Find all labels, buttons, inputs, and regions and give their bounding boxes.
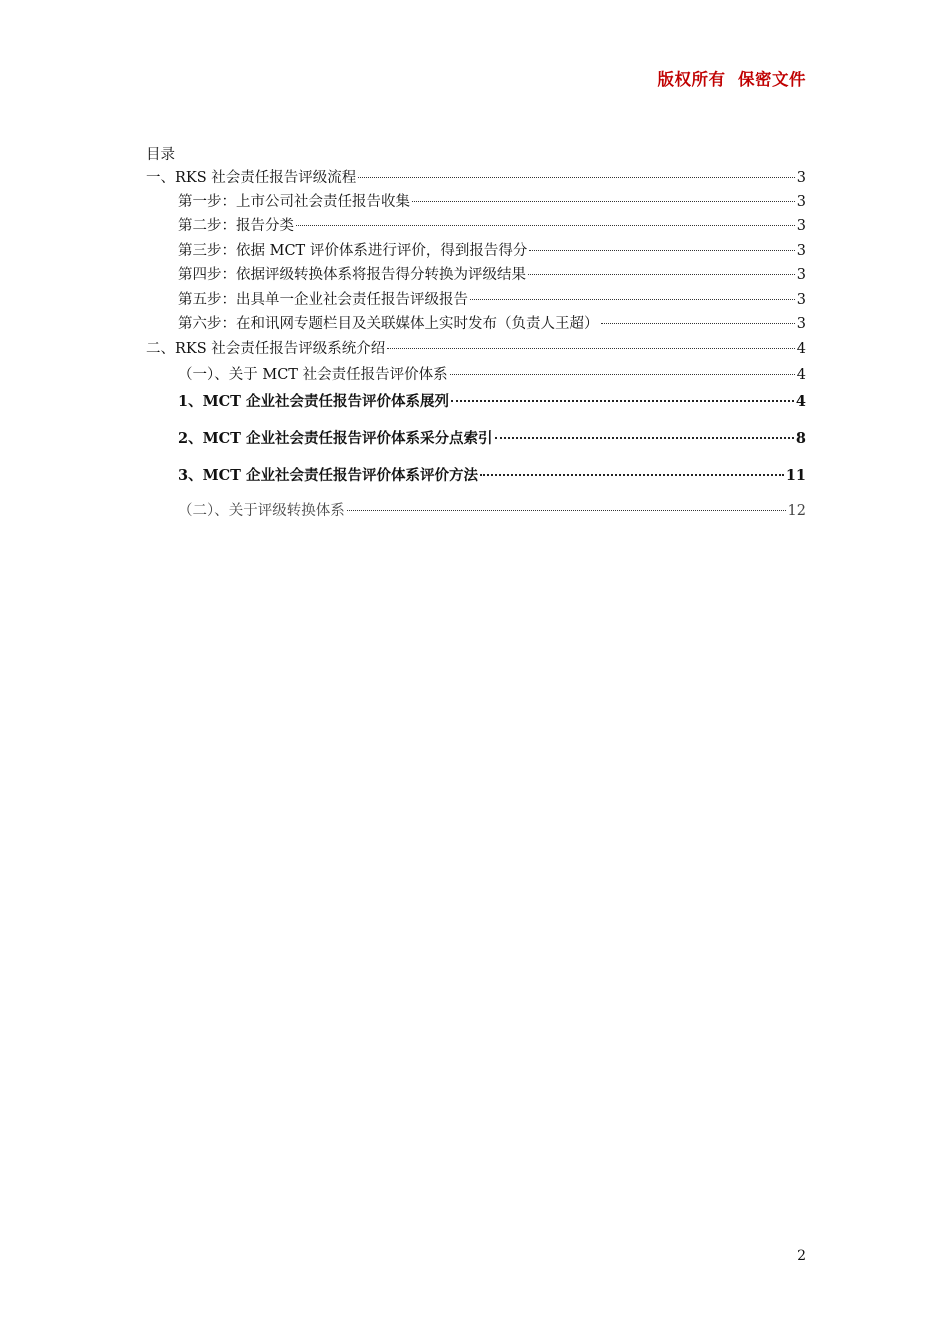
toc-entry-text: 二、RKS 社会责任报告评级系统介绍 [146,341,386,357]
toc-entry-item-1[interactable] [178,392,806,412]
toc-entry-step-4[interactable] [178,265,806,285]
dot-leader [470,299,795,300]
toc-entry-page: 4 [796,341,806,357]
toc-entry-page: 12 [787,503,806,519]
toc-entry-item-2[interactable] [178,429,806,449]
toc-entry-text: 1、MCT 企业社会责任报告评价体系展列 [178,393,450,410]
toc-entry-page: 3 [796,316,806,332]
dot-leader [412,201,795,202]
toc-entry-page: 3 [796,194,806,210]
toc-entry-step-5[interactable] [178,290,806,310]
toc-entry-page: 4 [796,367,806,383]
dot-leader [450,374,795,375]
dot-leader [495,437,794,439]
toc-entry-page: 3 [796,292,806,308]
toc-entry-text: 第五步：出具单一企业社会责任报告评级报告 [178,292,468,308]
dot-leader [296,225,795,226]
toc-entry-text: 第三步：依据 MCT 评价体系进行评价，得到报告得分 [178,243,528,259]
toc-entry-text: （一）、关于 MCT 社会责任报告评价体系 [178,367,448,383]
toc-entry-section-1[interactable] [146,168,806,188]
toc-entry-page: 8 [795,430,806,447]
confidential-header: 版权所有 保密文件 [657,70,806,89]
toc-title: 目录 [146,147,175,163]
dot-leader [347,510,786,511]
toc-entry-step-1[interactable] [178,192,806,212]
toc-entry-page: 4 [795,393,806,410]
dot-leader [480,474,784,476]
dot-leader [451,400,794,402]
toc-entry-step-3[interactable] [178,241,806,261]
toc-entry-text: 一、RKS 社会责任报告评级流程 [146,170,357,186]
dot-leader [529,250,794,251]
toc-entry-text: 3、MCT 企业社会责任报告评价体系评价方法 [178,467,479,484]
toc-entry-subsection-2[interactable] [178,501,806,521]
toc-entry-text: 第六步：在和讯网专题栏目及关联媒体上实时发布（负责人王超） [178,316,599,332]
page-number: 2 [797,1248,806,1264]
toc-entry-text: （二）、关于评级转换体系 [178,503,345,519]
toc-entry-item-3[interactable] [178,466,806,486]
dot-leader [358,177,794,178]
toc-entry-text: 第四步：依据评级转换体系将报告得分转换为评级结果 [178,267,526,283]
toc-entry-step-2[interactable] [178,216,806,236]
toc-entry-text: 第一步：上市公司社会责任报告收集 [178,194,410,210]
toc-entry-page: 3 [796,170,806,186]
dot-leader [601,323,795,324]
toc-entry-page: 11 [785,467,806,484]
toc-entry-page: 3 [796,243,806,259]
toc-entry-subsection-1[interactable] [178,365,806,385]
toc-entry-text: 第二步：报告分类 [178,218,294,234]
toc-entry-section-2[interactable] [146,339,806,359]
toc-entry-page: 3 [796,218,806,234]
dot-leader [387,348,794,349]
dot-leader [528,274,795,275]
toc-entry-page: 3 [796,267,806,283]
toc-entry-text: 2、MCT 企业社会责任报告评价体系采分点索引 [178,430,493,447]
toc-entry-step-6[interactable] [178,314,806,334]
